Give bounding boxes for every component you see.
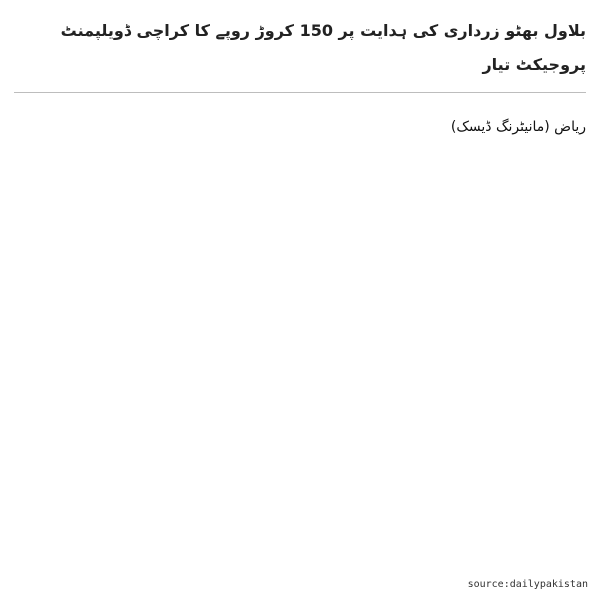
source-credit: source:dailypakistan — [467, 579, 588, 590]
article-headline: بلاول بھٹو زرداری کی ہدایت پر 150 کروڑ روپے کا کراچی ڈویلپمنٹ پروجیکٹ تیار — [60, 21, 586, 74]
article — [14, 14, 586, 586]
article-paragraph-1: ریاض (مانیٹرنگ ڈیسک) — [450, 119, 586, 135]
headline-divider — [14, 92, 586, 93]
